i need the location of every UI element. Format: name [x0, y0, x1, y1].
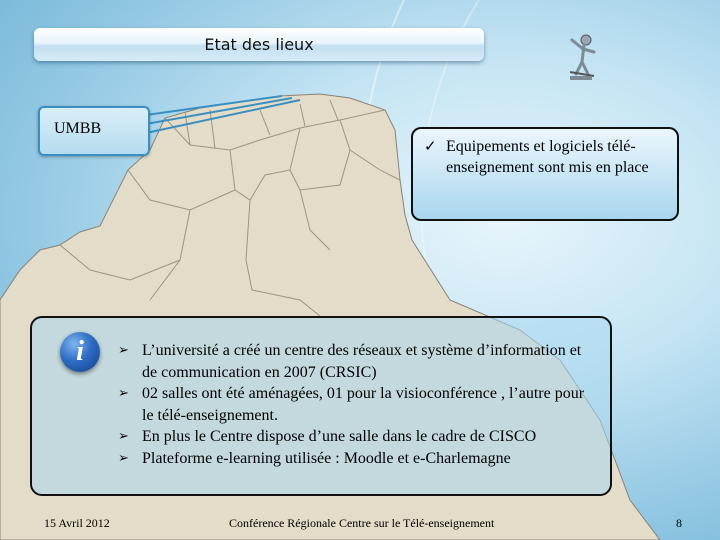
callout-text: Equipements et logiciels télé-enseignement sont mis en place	[446, 138, 649, 176]
arrow-bullet-icon: ➢	[118, 450, 129, 466]
check-icon: ✓	[424, 137, 437, 155]
bullet-text: En plus le Centre dispose d’une salle dans le cadre de CISCO	[142, 428, 537, 446]
title-bar	[34, 28, 484, 61]
arrow-bullet-icon: ➢	[118, 429, 129, 445]
bullet-text: Plateforme e-learning utilisée : Moodle et e-Charlemagne	[142, 449, 511, 467]
footer-date: 15 Avril 2012	[44, 516, 110, 530]
bullet-item	[118, 383, 598, 426]
slide-title: Etat des lieux	[204, 35, 314, 54]
bullet-item	[118, 448, 598, 470]
cheering-figure-icon	[560, 34, 604, 84]
footer-conference: Conférence Régionale Centre sur le Télé-enseignement	[229, 516, 495, 530]
page-number: 8	[676, 516, 682, 530]
info-icon: i	[60, 332, 100, 372]
bullet-text: 02 salles ont été aménagées, 01 pour la visioconférence , l’autre pour le télé-enseignement.	[142, 385, 585, 424]
bullet-item	[118, 426, 598, 448]
bullet-list	[118, 340, 598, 470]
arrow-bullet-icon: ➢	[118, 386, 129, 402]
umbb-label: UMBB	[54, 120, 102, 137]
arrow-bullet-icon: ➢	[118, 343, 129, 358]
bullet-text: L’université a créé un centre des réseaux et système d’information et de communication en 2007 (CRSIC)	[142, 342, 582, 381]
bullet-item	[118, 340, 598, 383]
